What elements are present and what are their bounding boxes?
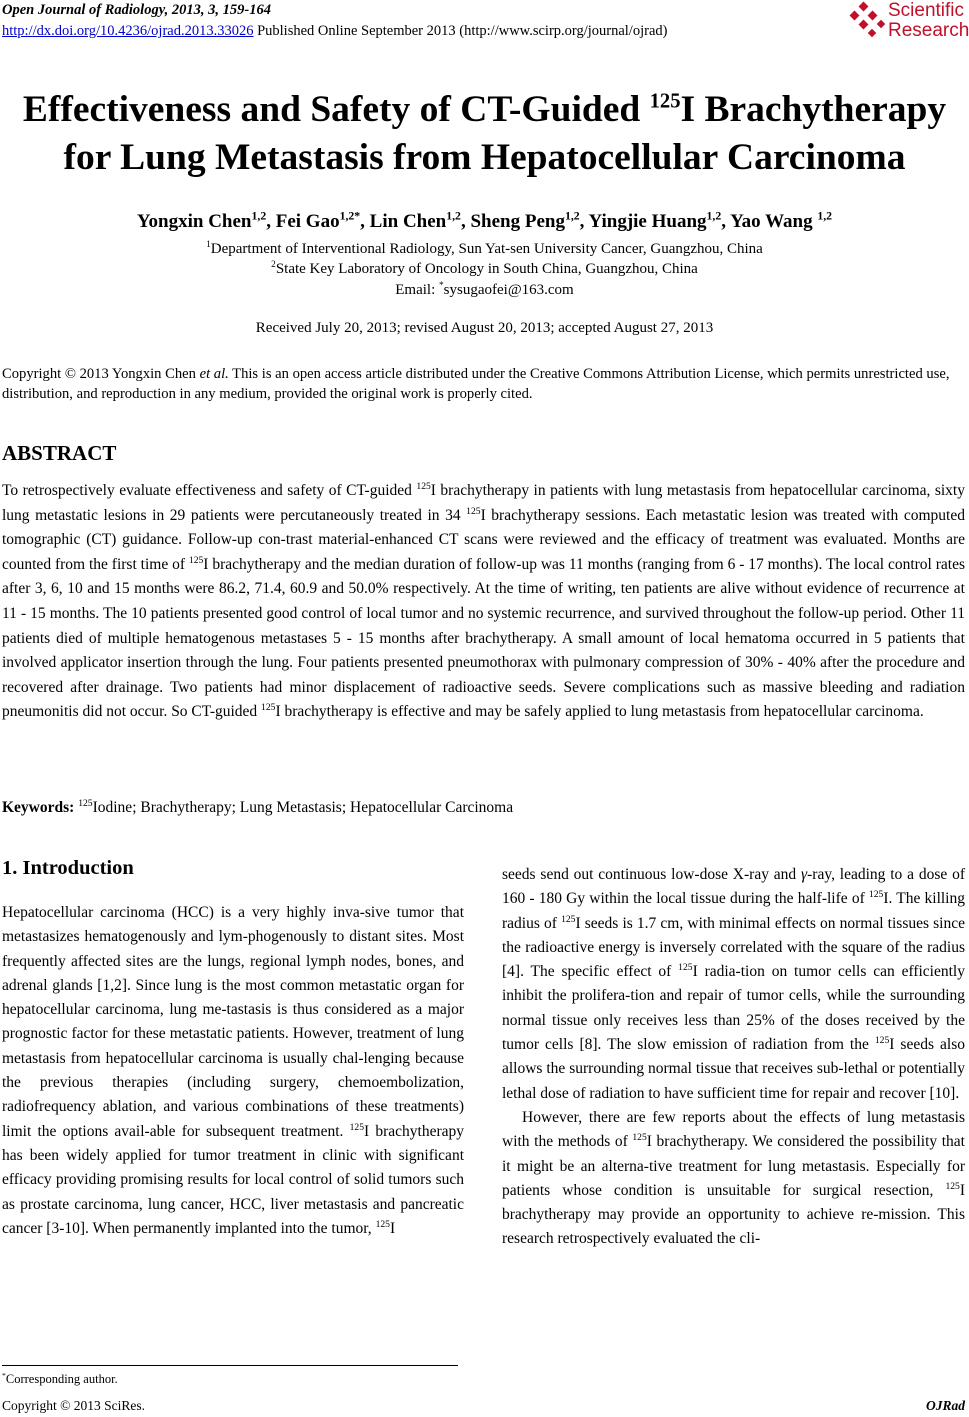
author-name: Sheng Peng [470,211,565,232]
author-sep: , [460,211,471,232]
running-header [2,0,667,42]
intro-paragraph-1-cont [502,863,965,1106]
affiliation-text: Department of Interventional Radiology, Sun Yat-sen University Cancer, Guangzhou, China [210,241,763,257]
left-column [2,901,464,1241]
abstract-text: To retrospectively evaluate effectiveness and safety of CT-guided [2,482,417,499]
email-address[interactable]: sysugaofei@163.com [443,282,574,298]
isotope-sup: 125 [261,702,276,714]
author-sup: 1,2 [564,209,580,223]
body-text: I brachytherapy has been widely applied for tumor treatment in clinic with significant efficacy providing promising results for local control of solid tumors such as prostate carcinoma, lung cancer, HCC, liver metastasis and pancreatic cancer [3-10]. When permanently implanted into the tumor, [2,1122,464,1237]
body-text: I seeds is 1.7 cm, with minimal effects on normal tissues since the radioactive energy is inversely correlated with the square of the radius [4]. The specific effect of [502,914,965,981]
intro-paragraph-2 [502,1106,965,1252]
gamma-symbol: γ [801,866,808,883]
abstract-text: I brachytherapy sessions. Each metastatic lesion was treated with computed tomographic (CT) guidance. Follow-up con-trast material-enhanced CT scans were reviewed and the efficacy of treatment was evaluated. Months are counted from the first time of [2,506,965,573]
isotope-sup: 125 [188,554,204,566]
body-text: However, there are few reports about the effects of lung metastasis with the methods of [502,1108,965,1151]
isotope-sup: 125 [466,505,481,517]
body-text: I radia-tion on tumor cells can efficiently inhibit the prolifera-tion and repair of tumor cells, while the surrounding normal tissue only receives less than 25% of the doses received by the tumor cells [8]. The slow emission of radiation from the [502,963,965,1054]
journal-citation: , 2013, 3, 159-164 [164,2,271,18]
author-sup: 1,2 [706,209,722,223]
footnote-rule [2,1365,458,1366]
footer-copyright: Copyright © 2013 SciRes. [2,1398,146,1413]
keywords-text: Iodine; Brachytherapy; Lung Metastasis; Hepatocellular Carcinoma [92,799,514,816]
author-name: Yao Wang [730,211,818,232]
author-name: Yongxin Chen [136,211,252,232]
abstract-text: I brachytherapy and the median duration of follow-up was 11 months (ranging from 6 - 17 months). The local control rates after 3, 6, 10 and 15 months were 86.2, 71.4, 60.9 and 50.0% respectively. At the time of writing, ten patients are alive without evidence of recurrence at 11 - 15 months. The 10 patients presented good control of local tumor and no systemic recurrence, and survived throughout the follow-up period. Other 11 patients died of multiple hematogenous metastases 5 - 15 months after brachytherapy. A small amount of local hematoma occurred in 5 patients that involved applicator insertion through the lung. Four patients presented pneumothorax with pulmonary compression of 30% - 40% after the procedure and recovered after drainage. Two patients had minor displacement of radioactive seeds. Severe complications such as massive bleeding and radiation pneumonitis did not occur. So CT-guided [2,555,965,721]
body-text: -ray, leading to a dose of 160 - 180 Gy within the local tissue during the half-life of [502,866,966,908]
title-part-1: Effectiveness and Safety of CT-Guided [22,89,650,130]
article-title [0,86,969,182]
isotope-sup: 125 [945,1180,960,1192]
journal-name: Open Journal of Radiology [2,2,165,18]
affiliation-text: State Key Laboratory of Oncology in South China, Guangzhou, China [275,261,698,277]
email-label: Email: [395,282,440,298]
title-sup: 125 [649,90,681,113]
footnote [2,1372,118,1387]
logo-line-2: Research [888,20,969,41]
isotope-sup: 125 [78,797,93,809]
affiliation-2 [0,261,969,278]
email-line [0,282,969,299]
body-text: I [389,1219,396,1237]
author-sep: , [266,211,276,232]
affiliation-sup: 2 [271,260,276,270]
footnote-sup: * [2,1370,6,1380]
keywords-label: Keywords: [2,799,75,816]
abstract-text: I brachytherapy is effective and may be safely applied to lung metastasis from hepatocellular carcinoma. [275,703,924,721]
body-text: Hepatocellular carcinoma (HCC) is a very highly inva-sive tumor that metastasizes hematogenously and lym-phogenously to distant sites. Most frequently affected sites are the lungs, regional lymph nodes, bones, and adrenal glands [1,2]. Since lung is the most common metastatic organ for hepatocellular carcinoma, lung me-tastasis is thus considered as a major prognostic factor for these metastatic patients. However, treatment of lung metastasis from hepatocellular carcinoma is usually chal-lenging because the previous therapies (including surgery, chemoembolization, radiofrequency ablation, and various combinations of these treatments) limit the options avail-able for subsequent treatment. [2,904,464,1140]
author-sup: 1,2 [446,209,461,223]
affiliation-1 [0,241,969,258]
section-heading-introduction: 1. Introduction [2,857,134,879]
abstract-text: I brachytherapy in patients with lung metastasis from hepatocellular carcinoma, sixty lung metastatic lesions in 29 patients were percutaneously treated in 34 [2,482,965,524]
affiliation-sup: 1 [206,240,211,250]
copyright-license: This is an open access article distributed under the Creative Commons Attribution License, which permits unrestricted use, distribution, and reproduction in any medium, provided the original work is properly cited. [2,366,950,402]
logo-text [888,1,969,41]
body-text: I seeds also allows the surrounding normal tissue that receives sub-lethal or potentially lethal dose of radiation to have sufficient time for repair and recover [10]. [502,1036,965,1102]
author-name: Fei Gao [275,211,340,232]
body-text: I. The killing radius of [502,890,965,932]
abstract-heading: ABSTRACT [2,441,117,465]
doi-link[interactable]: http://dx.doi.org/10.4236/ojrad.2013.33026 [2,23,254,39]
logo-line-1: Scientific [888,0,965,21]
footer-journal-abbrev: OJRad [925,1398,965,1413]
author-sup: 1,2 [817,209,833,223]
author-sup: 1,2* [339,209,361,223]
author-sep: , [579,211,589,232]
received-dates: Received July 20, 2013; revised August 20, 2013; accepted August 27, 2013 [255,320,714,336]
intro-paragraph-1 [2,901,464,1241]
copyright-etal: et al. [199,366,229,382]
author-name: Lin Chen [369,211,447,232]
keywords [2,799,513,817]
isotope-sup: 125 [349,1121,364,1133]
author-sep: , [721,211,731,232]
title-line-2: for Lung Metastasis from Hepatocellular Carcinoma [63,137,906,178]
copyright-notice [2,364,967,404]
email-sup: * [439,281,444,291]
isotope-sup: 125 [375,1218,390,1230]
author-list [0,211,969,233]
isotope-sup: 125 [416,480,431,492]
isotope-sup: 125 [632,1132,647,1144]
title-part-2: I Brachytherapy [680,89,947,130]
body-text: I brachytherapy. We considered the possibility that it might be an alterna-tive treatment for lung metastasis. Especially for patients whose condition is unsuitable for surgical resection, [502,1133,965,1199]
abstract-body [2,479,965,725]
isotope-sup: 125 [561,913,576,925]
body-text: seeds send out continuous low-dose X-ray and [502,866,802,883]
copyright-text: Copyright © 2013 Yongxin Chen [2,366,200,382]
author-sep: , [360,211,370,232]
author-name: Yingjie Huang [588,211,707,232]
body-text: I brachytherapy may provide an opportunity to achieve re-mission. This research retrospectively evaluated the cli- [502,1181,965,1248]
isotope-sup: 125 [678,962,693,974]
author-sup: 1,2 [251,209,267,223]
right-column [502,863,965,1252]
isotope-sup: 125 [874,1034,890,1046]
isotope-sup: 125 [868,889,884,901]
published-note: Published Online September 2013 (http://www.scirp.org/journal/ojrad) [253,23,668,39]
footnote-text: Corresponding author. [5,1372,118,1386]
